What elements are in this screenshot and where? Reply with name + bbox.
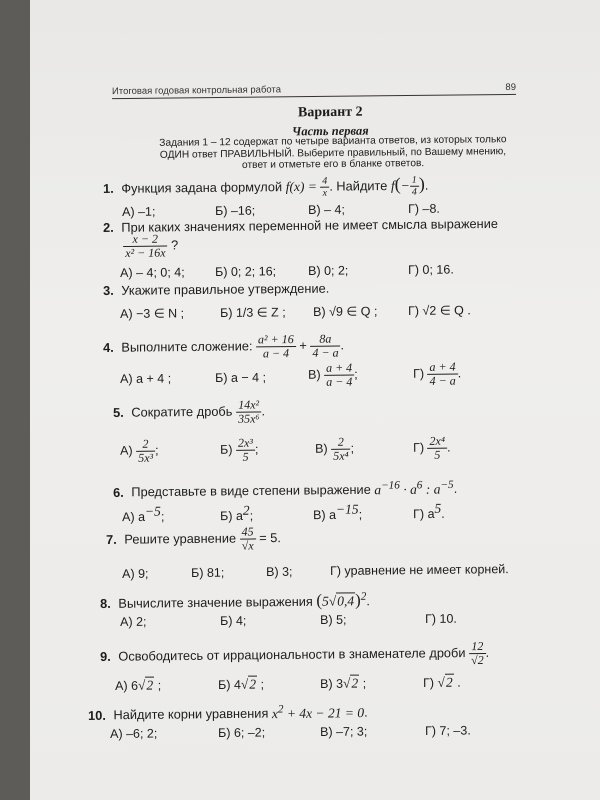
worksheet-page: [30, 0, 600, 800]
answer-label: Б) 4: [218, 677, 241, 692]
page-number: 89: [505, 81, 517, 93]
fraction-denominator: x² − 16x: [125, 245, 166, 260]
answer-1d: Г) –8.: [408, 201, 440, 216]
answer-10d: Г) 7; –3.: [425, 723, 471, 738]
answer-8d: Г) 10.: [425, 611, 457, 626]
answer-3c: В) √9 ∈ Q ;: [313, 304, 378, 319]
answer-8c: В) 5;: [320, 612, 347, 627]
quadratic-equation: $x^2 + 4x - 21 = 0$: [271, 702, 365, 721]
answer-label: В) a: [313, 507, 337, 523]
answer-label: В): [315, 441, 328, 456]
question-number: 1.: [103, 180, 114, 196]
question-7: 7. Решите уравнение $\frac{45}{√x}$ = 5.: [106, 524, 281, 553]
answer-2d: Г) 0; 16.: [408, 262, 454, 277]
question-4: 4. Выполните сложение: $\frac{\text{a² + 16}}{a - 4}$ + $\frac{8a}{4 - a}$ .: [103, 331, 345, 361]
question-number: 4.: [103, 339, 114, 355]
answer-label: А): [120, 443, 133, 458]
answer-3d: Г) √2 ∈ Q .: [408, 303, 471, 318]
question-text: Вычислите значение выражения: [118, 593, 313, 611]
fraction-expression: $\frac{12}{√2}$: [469, 640, 486, 667]
answer-7b: Б) 81;: [191, 565, 225, 580]
answer-label: А) 6: [115, 678, 139, 693]
answer-10b: Б) 6; –2;: [218, 725, 266, 740]
equation-fraction: $\frac{45}{√x}$: [241, 524, 254, 553]
question-text: Выполните сложение:: [121, 338, 253, 355]
answer-4a: А) a + 4 ;: [120, 371, 172, 386]
variant-title: Вариант 2: [297, 104, 363, 121]
question-text-2: . Найдите: [329, 178, 388, 194]
answer-label: Г): [413, 366, 425, 381]
answer-6b: Б) $a^2$;: [220, 502, 254, 524]
question-text: Укажите правильное утверждение.: [121, 280, 330, 298]
question-number: 2.: [103, 219, 114, 235]
answer-label: Б) a: [220, 508, 244, 524]
answer-1c: В) – 4;: [308, 202, 345, 217]
question-9: 9. Освободитесь от иррациональности в знаменателе дроби $\frac{12}{√2}$ .: [100, 638, 490, 668]
question-number: 7.: [106, 531, 117, 547]
question-number: 8.: [100, 595, 111, 611]
answer-label: Г) a: [413, 506, 435, 522]
question-text: Представьте в виде степени выражение: [131, 481, 371, 500]
answer-6c: В) $a^{-15}$;: [313, 501, 363, 523]
answer-1b: Б) –16;: [215, 203, 256, 218]
power-expression: $a^{-16} \cdot a^6$ : $a^{-5}$: [374, 478, 454, 497]
answer-4c: В) $\frac{a + 4}{a - 4}$ ;: [308, 360, 358, 389]
question-text: Найдите корни уравнения: [113, 705, 269, 723]
part-title: Часть первая: [291, 123, 369, 139]
answer-9a: А) 6√2 ;: [115, 677, 162, 693]
answer-label: А) a: [122, 509, 146, 525]
question-number: 5.: [113, 404, 124, 420]
fraction-term-1: $\frac{\text{a² + 16}}{a - 4}$: [256, 333, 296, 360]
answer-2b: Б) 0; 2; 16;: [215, 264, 277, 279]
answer-10c: В) –7; 3;: [320, 724, 368, 739]
answer-label: Г): [413, 440, 425, 455]
instructions: Задания 1 – 12 содержат по четыре варианта ответов, из которых только ОДИН ответ ПРАВИЛЬНЫЙ. Выберите правильный, по Вашему мнению, ответ и отметьте его в бланке ответов.: [159, 134, 507, 171]
question-number: 9.: [100, 648, 111, 664]
question-text: Освободитесь от иррациональности в знаменателе дроби: [118, 645, 466, 664]
question-2-expression: [123, 232, 178, 260]
formula: f(x) = $\frac{4}{x}$: [286, 179, 330, 194]
answer-7d: Г) уравнение не имеет корней.: [330, 562, 509, 578]
answer-4d: Г) $\frac{a + 4}{4 - a}$ .: [413, 359, 462, 388]
running-header: [112, 82, 516, 99]
question-3: [103, 281, 329, 298]
answer-7c: В) 3;: [266, 564, 293, 579]
answer-3b: Б) 1/3 ∈ Z ;: [220, 305, 286, 320]
answer-5b: Б) $\frac{\text{2x³}}{5}$ ;: [220, 435, 259, 464]
question-number: 6.: [113, 484, 124, 500]
question-10: 10. Найдите корни уравнения $x^2 + 4x - 21 = 0$.: [88, 702, 368, 723]
answer-label: В): [308, 367, 321, 382]
fraction-expression: $\frac{\text{14x²}}{\text{35x⁶}}$: [236, 398, 262, 425]
question-tail: ?: [170, 237, 179, 253]
answer-2c: В) 0; 2;: [308, 263, 349, 278]
answer-5a: А) $\frac{2}{\text{5x³}}$ ;: [120, 436, 159, 465]
answer-9b: Б) 4√2 ;: [218, 676, 265, 692]
fraction-numerator: x − 2: [123, 233, 168, 247]
question-text: Решите уравнение: [124, 530, 237, 547]
answer-5c: В) $\frac{2}{\text{5x⁴}}$ ;: [315, 434, 355, 463]
question-8: 8. Вычислите значение выражения $(5√0,4)^2$.: [100, 590, 371, 611]
question-number: 3.: [103, 282, 114, 298]
answer-10a: А) –6; 2;: [110, 726, 158, 741]
answer-5d: Г) $\frac{\text{2x⁴}}{5}$ .: [413, 433, 451, 462]
answer-6a: А) $a^{-5}$;: [122, 503, 165, 525]
target-expression: f(− $\frac{1}{4}$ ): [390, 173, 425, 199]
question-6: 6. Представьте в виде степени выражение $a^{-16} \cdot a^6$ : $a^{-5}$.: [113, 478, 458, 500]
answer-2a: А) – 4; 0; 4;: [120, 265, 185, 280]
radical-expression: $(5√0,4)^2$: [316, 590, 367, 610]
question-text: Функция задана формулой: [121, 179, 283, 196]
answer-8b: Б) 4;: [220, 613, 247, 628]
header-title: Итоговая годовая контрольная работа: [111, 84, 282, 98]
answer-6d: Г) $a^5$.: [413, 500, 445, 522]
question-5: 5. Сократите дробь $\frac{\text{14x²}}{\text{35x⁶}}$ .: [113, 397, 266, 426]
answer-3a: А) −3 ∈ N ;: [120, 306, 185, 321]
question-1: 1. Функция задана формулой f(x) = $\frac{4}{x}$ . Найдите f(− $\frac{1}{4}$ ).: [103, 173, 429, 200]
answer-1a: А) –1;: [122, 204, 156, 219]
answer-label: Б): [220, 442, 233, 457]
question-number: 10.: [88, 707, 106, 723]
fraction-term-2: $\frac{8a}{4 - a}$: [310, 333, 340, 360]
answer-4b: Б) a − 4 ;: [215, 370, 267, 385]
answer-label: В) 3: [320, 676, 344, 691]
question-text: Сократите дробь: [131, 403, 233, 420]
answer-9d: Г) √2 .: [423, 674, 461, 690]
answer-label: Г): [423, 675, 435, 690]
answer-8a: А) 2;: [120, 614, 147, 629]
answer-9c: В) 3√2 ;: [320, 675, 367, 691]
question-text: При каких значениях переменной не имеет смысла выражение: [121, 215, 498, 235]
answer-7a: А) 9;: [122, 566, 149, 581]
